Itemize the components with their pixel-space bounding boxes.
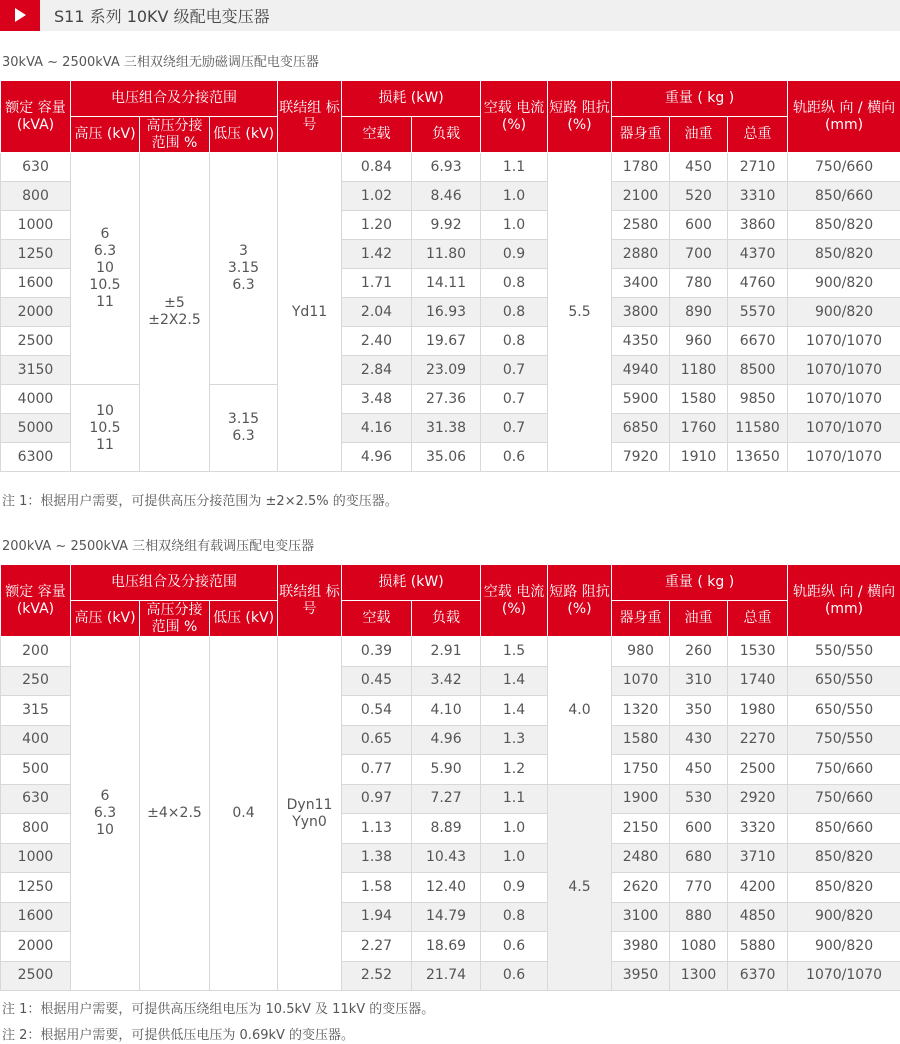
load-loss-cell: 6.93 <box>412 153 481 182</box>
noload-loss-cell: 4.96 <box>342 443 412 472</box>
header-impedance: 短路 阻抗 (%) <box>548 565 612 637</box>
header-gauge: 轨距纵 向 / 横向 (mm) <box>788 81 900 153</box>
body-weight-cell: 2100 <box>612 182 670 211</box>
noload-current-cell: 0.6 <box>481 961 548 991</box>
total-weight-cell: 5880 <box>728 932 788 962</box>
capacity-cell: 1000 <box>1 211 71 240</box>
noload-current-cell: 1.0 <box>481 182 548 211</box>
noload-loss-cell: 2.40 <box>342 327 412 356</box>
body-weight-cell: 5900 <box>612 385 670 414</box>
body-weight-cell: 4350 <box>612 327 670 356</box>
noload-loss-cell: 2.27 <box>342 932 412 962</box>
connection-cell: Dyn11 Yyn0 <box>278 637 342 991</box>
total-weight-cell: 3860 <box>728 211 788 240</box>
header-impedance: 短路 阻抗 (%) <box>548 81 612 153</box>
total-weight-cell: 8500 <box>728 356 788 385</box>
load-loss-cell: 4.10 <box>412 696 481 726</box>
oil-weight-cell: 430 <box>670 725 728 755</box>
total-weight-cell: 1980 <box>728 696 788 726</box>
table1 <box>0 80 900 472</box>
header-body-weight: 器身重 <box>612 601 670 637</box>
noload-current-cell: 1.0 <box>481 843 548 873</box>
total-weight-cell: 6670 <box>728 327 788 356</box>
gauge-cell: 750/660 <box>788 153 900 182</box>
body-weight-cell: 2880 <box>612 240 670 269</box>
body-weight-cell: 2150 <box>612 814 670 844</box>
body-weight-cell: 2620 <box>612 873 670 903</box>
gauge-cell: 650/550 <box>788 696 900 726</box>
gauge-cell: 550/550 <box>788 637 900 667</box>
table1-subtitle: 30kVA ~ 2500kVA 三相双绕组无励磁调压配电变压器 <box>2 55 319 70</box>
gauge-cell: 900/820 <box>788 902 900 932</box>
body-weight-cell: 1780 <box>612 153 670 182</box>
oil-weight-cell: 880 <box>670 902 728 932</box>
noload-loss-cell: 1.38 <box>342 843 412 873</box>
body-weight-cell: 1580 <box>612 725 670 755</box>
impedance-cell: 4.5 <box>548 784 612 991</box>
header-connection: 联结组 标号 <box>278 565 342 637</box>
capacity-cell: 200 <box>1 637 71 667</box>
capacity-cell: 5000 <box>1 414 71 443</box>
oil-weight-cell: 780 <box>670 269 728 298</box>
oil-weight-cell: 1910 <box>670 443 728 472</box>
body-weight-cell: 1320 <box>612 696 670 726</box>
noload-current-cell: 1.1 <box>481 153 548 182</box>
capacity-cell: 630 <box>1 153 71 182</box>
noload-loss-cell: 1.94 <box>342 902 412 932</box>
play-arrow-icon <box>0 0 40 31</box>
oil-weight-cell: 520 <box>670 182 728 211</box>
load-loss-cell: 5.90 <box>412 755 481 785</box>
table-row <box>1 637 900 667</box>
total-weight-cell: 13650 <box>728 443 788 472</box>
body-weight-cell: 7920 <box>612 443 670 472</box>
impedance-cell: 4.0 <box>548 637 612 785</box>
table2 <box>0 564 900 991</box>
title-bar <box>0 0 900 31</box>
load-loss-cell: 31.38 <box>412 414 481 443</box>
total-weight-cell: 4760 <box>728 269 788 298</box>
header-noload-loss: 空载 <box>342 117 412 153</box>
total-weight-cell: 3710 <box>728 843 788 873</box>
capacity-cell: 250 <box>1 666 71 696</box>
noload-current-cell: 0.6 <box>481 932 548 962</box>
load-loss-cell: 9.92 <box>412 211 481 240</box>
total-weight-cell: 4370 <box>728 240 788 269</box>
header-weight: 重量 ( kg ) <box>612 81 788 117</box>
body-weight-cell: 2480 <box>612 843 670 873</box>
total-weight-cell: 11580 <box>728 414 788 443</box>
body-weight-cell: 1750 <box>612 755 670 785</box>
header-oil-weight: 油重 <box>670 117 728 153</box>
header-gauge: 轨距纵 向 / 横向 (mm) <box>788 565 900 637</box>
noload-current-cell: 0.8 <box>481 902 548 932</box>
lv-voltage-cell: 0.4 <box>210 637 278 991</box>
noload-current-cell: 1.0 <box>481 814 548 844</box>
body-weight-cell: 3400 <box>612 269 670 298</box>
hv-voltage-cell: 10 10.5 11 <box>71 385 140 472</box>
header-noload-current: 空载 电流 (%) <box>481 81 548 153</box>
gauge-cell: 750/660 <box>788 755 900 785</box>
header-hv: 高压 (kV) <box>71 601 140 637</box>
gauge-cell: 1070/1070 <box>788 443 900 472</box>
header-lv: 低压 (kV) <box>210 117 278 153</box>
oil-weight-cell: 310 <box>670 666 728 696</box>
header-tap: 高压分接 范围 % <box>140 601 210 637</box>
oil-weight-cell: 770 <box>670 873 728 903</box>
lv-voltage-cell: 3 3.15 6.3 <box>210 153 278 385</box>
oil-weight-cell: 350 <box>670 696 728 726</box>
total-weight-cell: 3320 <box>728 814 788 844</box>
gauge-cell: 850/820 <box>788 873 900 903</box>
noload-loss-cell: 1.58 <box>342 873 412 903</box>
impedance-cell: 5.5 <box>548 153 612 472</box>
gauge-cell: 900/820 <box>788 298 900 327</box>
gauge-cell: 1070/1070 <box>788 385 900 414</box>
load-loss-cell: 16.93 <box>412 298 481 327</box>
load-loss-cell: 27.36 <box>412 385 481 414</box>
oil-weight-cell: 530 <box>670 784 728 814</box>
total-weight-cell: 9850 <box>728 385 788 414</box>
header-noload-loss: 空载 <box>342 601 412 637</box>
noload-loss-cell: 1.13 <box>342 814 412 844</box>
header-body-weight: 器身重 <box>612 117 670 153</box>
header-oil-weight: 油重 <box>670 601 728 637</box>
oil-weight-cell: 600 <box>670 814 728 844</box>
oil-weight-cell: 1300 <box>670 961 728 991</box>
capacity-cell: 630 <box>1 784 71 814</box>
load-loss-cell: 10.43 <box>412 843 481 873</box>
total-weight-cell: 1530 <box>728 637 788 667</box>
gauge-cell: 1070/1070 <box>788 414 900 443</box>
gauge-cell: 650/550 <box>788 666 900 696</box>
load-loss-cell: 3.42 <box>412 666 481 696</box>
header-tap: 高压分接 范围 % <box>140 117 210 153</box>
noload-loss-cell: 1.42 <box>342 240 412 269</box>
body-weight-cell: 3950 <box>612 961 670 991</box>
table2-note-1: 注 1：根据用户需要，可提供高压绕组电压为 10.5kV 及 11kV 的变压器。 <box>2 1002 435 1017</box>
header-voltage-group: 电压组合及分接范围 <box>71 565 278 601</box>
table2-subtitle: 200kVA ~ 2500kVA 三相双绕组有载调压配电变压器 <box>2 539 315 554</box>
load-loss-cell: 19.67 <box>412 327 481 356</box>
noload-loss-cell: 0.65 <box>342 725 412 755</box>
noload-current-cell: 0.7 <box>481 414 548 443</box>
noload-current-cell: 0.6 <box>481 443 548 472</box>
load-loss-cell: 4.96 <box>412 725 481 755</box>
total-weight-cell: 6370 <box>728 961 788 991</box>
body-weight-cell: 6850 <box>612 414 670 443</box>
capacity-cell: 1250 <box>1 240 71 269</box>
load-loss-cell: 35.06 <box>412 443 481 472</box>
capacity-cell: 2500 <box>1 961 71 991</box>
capacity-cell: 1600 <box>1 902 71 932</box>
gauge-cell: 850/820 <box>788 211 900 240</box>
gauge-cell: 750/660 <box>788 784 900 814</box>
load-loss-cell: 7.27 <box>412 784 481 814</box>
total-weight-cell: 1740 <box>728 666 788 696</box>
oil-weight-cell: 890 <box>670 298 728 327</box>
oil-weight-cell: 960 <box>670 327 728 356</box>
noload-current-cell: 1.4 <box>481 696 548 726</box>
total-weight-cell: 5570 <box>728 298 788 327</box>
body-weight-cell: 2580 <box>612 211 670 240</box>
load-loss-cell: 8.89 <box>412 814 481 844</box>
header-noload-current: 空载 电流 (%) <box>481 565 548 637</box>
noload-loss-cell: 2.04 <box>342 298 412 327</box>
capacity-cell: 4000 <box>1 385 71 414</box>
body-weight-cell: 3980 <box>612 932 670 962</box>
header-total-weight: 总重 <box>728 117 788 153</box>
oil-weight-cell: 700 <box>670 240 728 269</box>
noload-loss-cell: 0.45 <box>342 666 412 696</box>
oil-weight-cell: 1180 <box>670 356 728 385</box>
connection-cell: Yd11 <box>278 153 342 472</box>
capacity-cell: 2500 <box>1 327 71 356</box>
load-loss-cell: 23.09 <box>412 356 481 385</box>
oil-weight-cell: 680 <box>670 843 728 873</box>
table-row <box>1 385 900 414</box>
gauge-cell: 1070/1070 <box>788 356 900 385</box>
load-loss-cell: 11.80 <box>412 240 481 269</box>
total-weight-cell: 2920 <box>728 784 788 814</box>
gauge-cell: 850/820 <box>788 240 900 269</box>
oil-weight-cell: 1580 <box>670 385 728 414</box>
capacity-cell: 1000 <box>1 843 71 873</box>
tap-range-cell: ±5 ±2X2.5 <box>140 153 210 472</box>
capacity-cell: 1250 <box>1 873 71 903</box>
noload-loss-cell: 3.48 <box>342 385 412 414</box>
oil-weight-cell: 1080 <box>670 932 728 962</box>
header-total-weight: 总重 <box>728 601 788 637</box>
hv-voltage-cell: 6 6.3 10 <box>71 637 140 991</box>
body-weight-cell: 980 <box>612 637 670 667</box>
header-load-loss: 负载 <box>412 601 481 637</box>
lv-voltage-cell: 3.15 6.3 <box>210 385 278 472</box>
noload-loss-cell: 0.84 <box>342 153 412 182</box>
header-lv: 低压 (kV) <box>210 601 278 637</box>
noload-current-cell: 1.1 <box>481 784 548 814</box>
gauge-cell: 900/820 <box>788 269 900 298</box>
capacity-cell: 2000 <box>1 932 71 962</box>
body-weight-cell: 4940 <box>612 356 670 385</box>
noload-loss-cell: 4.16 <box>342 414 412 443</box>
noload-current-cell: 1.3 <box>481 725 548 755</box>
page-title: S11 系列 10KV 级配电变压器 <box>54 7 270 26</box>
oil-weight-cell: 600 <box>670 211 728 240</box>
gauge-cell: 850/820 <box>788 843 900 873</box>
capacity-cell: 500 <box>1 755 71 785</box>
oil-weight-cell: 450 <box>670 153 728 182</box>
noload-loss-cell: 0.54 <box>342 696 412 726</box>
header-loss: 损耗 (kW) <box>342 81 481 117</box>
table1-note: 注 1：根据用户需要，可提供高压分接范围为 ±2×2.5% 的变压器。 <box>2 494 398 509</box>
gauge-cell: 1070/1070 <box>788 327 900 356</box>
header-capacity: 额定 容量 (kVA) <box>1 565 71 637</box>
total-weight-cell: 4850 <box>728 902 788 932</box>
total-weight-cell: 2270 <box>728 725 788 755</box>
load-loss-cell: 14.11 <box>412 269 481 298</box>
noload-loss-cell: 1.71 <box>342 269 412 298</box>
capacity-cell: 800 <box>1 182 71 211</box>
load-loss-cell: 21.74 <box>412 961 481 991</box>
body-weight-cell: 1900 <box>612 784 670 814</box>
total-weight-cell: 2710 <box>728 153 788 182</box>
oil-weight-cell: 260 <box>670 637 728 667</box>
total-weight-cell: 2500 <box>728 755 788 785</box>
noload-current-cell: 0.8 <box>481 269 548 298</box>
capacity-cell: 315 <box>1 696 71 726</box>
load-loss-cell: 2.91 <box>412 637 481 667</box>
noload-current-cell: 0.9 <box>481 240 548 269</box>
noload-loss-cell: 0.97 <box>342 784 412 814</box>
body-weight-cell: 1070 <box>612 666 670 696</box>
header-hv: 高压 (kV) <box>71 117 140 153</box>
hv-voltage-cell: 6 6.3 10 10.5 11 <box>71 153 140 385</box>
header-weight: 重量 ( kg ) <box>612 565 788 601</box>
noload-loss-cell: 0.39 <box>342 637 412 667</box>
noload-current-cell: 0.9 <box>481 873 548 903</box>
load-loss-cell: 12.40 <box>412 873 481 903</box>
header-capacity: 额定 容量 (kVA) <box>1 81 71 153</box>
tap-range-cell: ±4×2.5 <box>140 637 210 991</box>
gauge-cell: 850/660 <box>788 182 900 211</box>
noload-loss-cell: 2.84 <box>342 356 412 385</box>
gauge-cell: 850/660 <box>788 814 900 844</box>
table2-note-2: 注 2：根据用户需要，可提供低压电压为 0.69kV 的变压器。 <box>2 1028 355 1043</box>
noload-loss-cell: 1.20 <box>342 211 412 240</box>
noload-current-cell: 1.2 <box>481 755 548 785</box>
total-weight-cell: 3310 <box>728 182 788 211</box>
noload-current-cell: 0.8 <box>481 327 548 356</box>
capacity-cell: 2000 <box>1 298 71 327</box>
noload-current-cell: 1.5 <box>481 637 548 667</box>
body-weight-cell: 3100 <box>612 902 670 932</box>
header-load-loss: 负载 <box>412 117 481 153</box>
capacity-cell: 6300 <box>1 443 71 472</box>
header-connection: 联结组 标号 <box>278 81 342 153</box>
load-loss-cell: 8.46 <box>412 182 481 211</box>
header-voltage-group: 电压组合及分接范围 <box>71 81 278 117</box>
header-loss: 损耗 (kW) <box>342 565 481 601</box>
noload-loss-cell: 2.52 <box>342 961 412 991</box>
noload-current-cell: 0.7 <box>481 356 548 385</box>
noload-loss-cell: 1.02 <box>342 182 412 211</box>
table-row <box>1 153 900 182</box>
noload-current-cell: 0.8 <box>481 298 548 327</box>
noload-current-cell: 1.0 <box>481 211 548 240</box>
noload-loss-cell: 0.77 <box>342 755 412 785</box>
capacity-cell: 3150 <box>1 356 71 385</box>
load-loss-cell: 14.79 <box>412 902 481 932</box>
noload-current-cell: 0.7 <box>481 385 548 414</box>
load-loss-cell: 18.69 <box>412 932 481 962</box>
oil-weight-cell: 450 <box>670 755 728 785</box>
noload-current-cell: 1.4 <box>481 666 548 696</box>
capacity-cell: 800 <box>1 814 71 844</box>
capacity-cell: 1600 <box>1 269 71 298</box>
oil-weight-cell: 1760 <box>670 414 728 443</box>
gauge-cell: 1070/1070 <box>788 961 900 991</box>
capacity-cell: 400 <box>1 725 71 755</box>
total-weight-cell: 4200 <box>728 873 788 903</box>
gauge-cell: 900/820 <box>788 932 900 962</box>
gauge-cell: 750/550 <box>788 725 900 755</box>
body-weight-cell: 3800 <box>612 298 670 327</box>
